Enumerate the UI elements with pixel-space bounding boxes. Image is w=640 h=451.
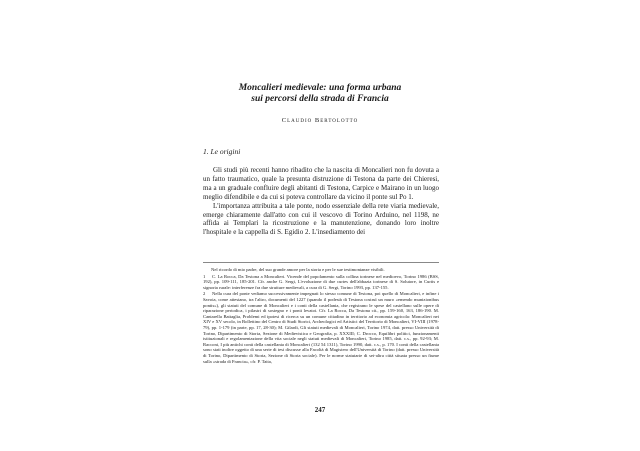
article-title-line-2: sui percorsi della strada di Francia — [251, 94, 389, 104]
footnote-1-number: 1 — [203, 273, 206, 279]
page-number: 247 — [314, 406, 326, 414]
body-text — [203, 166, 439, 237]
body-paragraph-2: L'importanza attribuita a tale ponte, nodo essenziale della rete viaria medievale, emerge chiaramente dall'atto con cui il vescovo di Torino Arduino, nel 1198, ne affida ai Templari la ricostruzione e la manutenzione, donando loro inoltre l'hospitale e la cappella di S. Egidio 2. L'insediamento dei — [203, 201, 439, 237]
author-name: Claudio Bertolotto — [281, 117, 359, 124]
footnote-rule — [203, 262, 439, 263]
article-title-line-1: Moncalieri medievale: una forma urbana — [238, 83, 402, 93]
dedication-note: Nel ricordo di mio padre, del suo grande amore per la storia e per le sue testimonianze visibili. — [211, 267, 385, 272]
section-heading: 1. Le origini — [203, 147, 241, 156]
footnote-1 — [203, 274, 439, 291]
footnote-2-text: Nella cura del ponte vediamo successivamente impegnati lo stesso comune di Testona, poi quello di Moncalieri, e infine i Savoia, come attestano, tra l'altro, documenti del 1227 (quando il podestà di Testona costruì un muro «emendo munizionibus pontis»), gli statuti del comune di Moncalieri e i conti della castellania, che registrano le spese del castellano sulle opere di riparazione periodica, i pilastri di sostegno e i ponti levatoi. Cfr. La Rocca, Da Testona cit., pp. 159-160, 163, 186-190. M. Cantarella Battaglia, Problemi ed ipotesi di ricerca su un comune cittadino in territorio ad economia agricola: Moncalieri nei XIV e XV secolo, in Bollettino del Centro di Studi Storici, Archeologici ed Artistici del Territorio di Moncalieri, VI-VIII (1978-79), pp. 1-179 (in parte, pp. 17, 28-30); M. Gilardi, Gli statuti medievali di Moncalieri, Torino 1974, datt. presso Università di Torino, Dipartimento di Storia, Sezione di Medievistica e Geografia, p. XXXIII; C. Drocco, Equilibri politici, funzionamenti istituzionali e regolamentazione della vita sociale negli statuti medievali di Moncalieri, Torino 1985, datt. c.s., pp. 92-93; M. Racconi, I più antichi conti della castellania di Moncalieri (132 54 1311), Torino 1990, datt. c.s., p. 170. I conti della castellania sono stati inoltre oggetto di una serie di tesi discusse alla Facoltà di Magistero dell'Università di Torino (datt. presso Università di Torino, Dipartimento di Storia, Sezione di Storia sociale). Per le norme statutarie di sei-altra città situata presso un fiume sulla «strada di Francia», cfr. P. Taita, — [203, 291, 439, 364]
footnote-2-number: 2 — [203, 291, 206, 297]
body-paragraph-1: Gli studi più recenti hanno ribadito che la nascita di Moncalieri non fu dovuta a un fatto traumatico, quale la presunta distruzione di Testona da parte dei Chieresi, ma a un graduale confluire degli abitanti di Testona, Carpice e Mairano in un luogo meglio difendibile e da cui si poteva controllare da vicino il ponte sul Po 1. — [203, 166, 439, 201]
footnote-2 — [203, 291, 439, 364]
footnotes — [203, 267, 439, 365]
footnote-1-text: C. La Rocca, Da Testona a Moncalieri. Vicende del popolamento sulla collina torinese nel medioevo, Torino 1986 (BSS, 192), pp. 109-111, 185-201. Cfr. anche G. Sergi, L'evoluzione di due curtes dell'abbazia torinese di S. Solutore, in Curtis e signoria rurale: interferenze fra due strutture medievali, a cura di G. Sergi, Torino 1993, pp. 137-155. — [203, 273, 439, 290]
